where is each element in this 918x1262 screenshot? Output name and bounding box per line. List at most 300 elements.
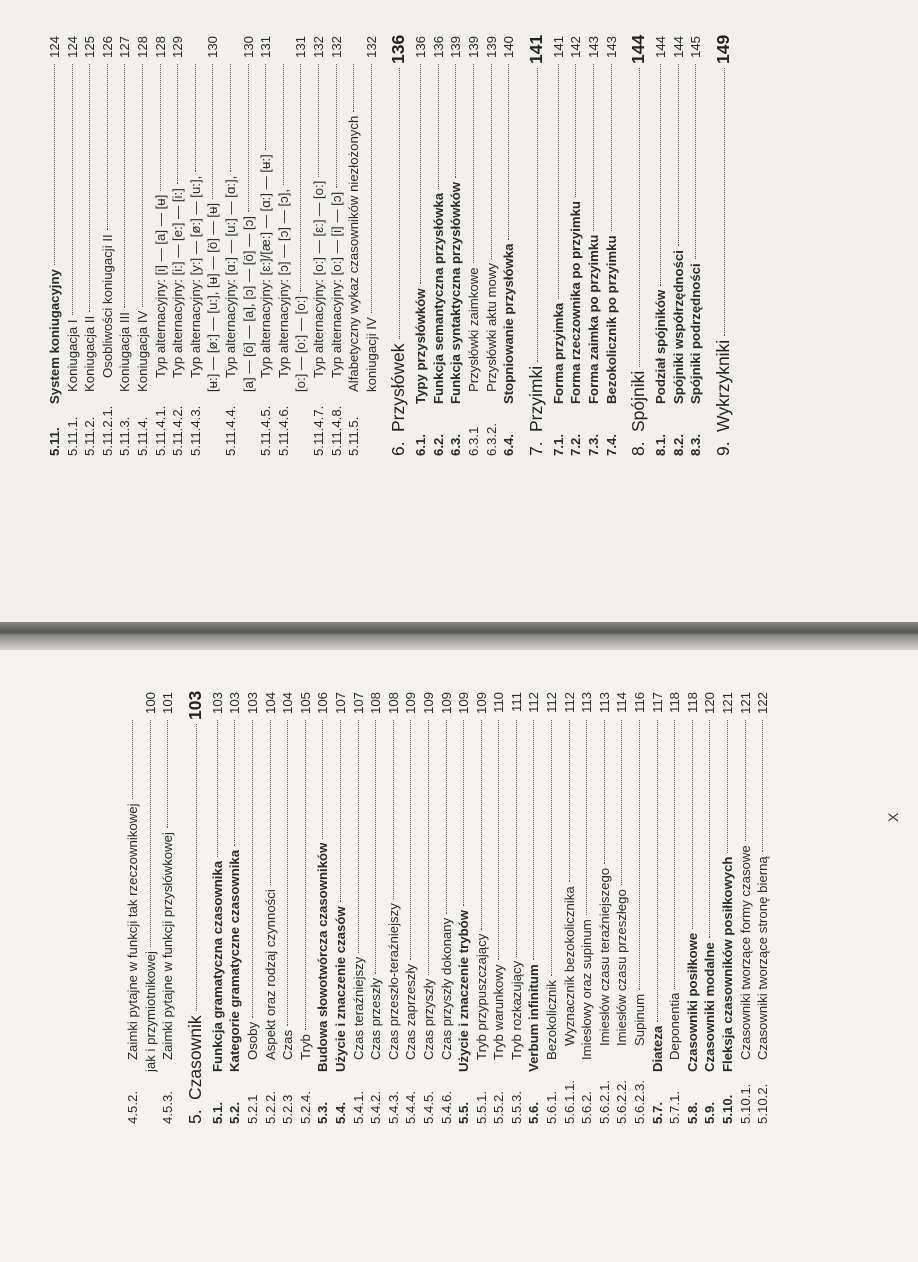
dot-leader	[727, 720, 728, 853]
toc-entry-title: Koniugacja IV	[134, 310, 150, 392]
toc-entry-number: 4.5.3.	[160, 1091, 176, 1124]
toc-entry-page: 121	[720, 692, 735, 715]
toc-entry-title: Forma przyimka	[550, 302, 566, 404]
dot-leader	[660, 64, 661, 286]
dot-leader	[575, 64, 576, 197]
left-page	[0, 647, 918, 1262]
toc-entry	[240, 36, 258, 456]
dot-leader	[657, 720, 658, 1022]
toc-entry-number: 5.2.4.	[297, 1091, 313, 1124]
toc-entry	[297, 692, 315, 1124]
dot-leader	[305, 720, 306, 1030]
toc-entry-title: Deponentia	[667, 992, 683, 1060]
toc-entry-number: 5.4.5.	[420, 1091, 436, 1124]
toc-entry-number: 5.11.4.6.	[275, 405, 291, 456]
toc-entry-title: Czasowniki tworzące formy czasowe	[737, 845, 753, 1060]
toc-entry	[525, 692, 543, 1124]
toc-entry-page: 132	[328, 36, 344, 59]
dot-leader	[695, 64, 696, 259]
dot-leader	[265, 64, 266, 150]
toc-entry-number: 5.11.4.	[134, 416, 150, 456]
toc-entry-page: 122	[755, 692, 771, 715]
book-gutter	[0, 618, 918, 650]
toc-entry-page: 132	[363, 36, 379, 59]
toc-entry	[709, 36, 737, 456]
toc-entry-title: Czas przyszły	[420, 978, 436, 1060]
toc-entry-title: Imiesłowy oraz supinum	[579, 919, 595, 1060]
page-number-left: X	[885, 812, 901, 822]
dot-leader	[196, 724, 197, 1011]
dot-leader	[639, 720, 640, 990]
dot-leader	[340, 720, 341, 902]
toc-entry-number: 5.11.4.4.	[222, 405, 238, 456]
toc-entry-number: 5.11.4.8.	[328, 405, 344, 456]
toc-entry	[46, 36, 64, 456]
toc-entry-page: 144	[628, 34, 649, 64]
toc-entry-number: 5.4.3.	[385, 1091, 401, 1124]
toc-entry-page: 103	[209, 692, 225, 715]
toc-entry	[385, 692, 403, 1124]
toc-entry-page: 139	[466, 36, 482, 59]
toc-entry-title: Imiesłów czasu teraźniejszego	[596, 867, 612, 1046]
dot-leader	[322, 720, 323, 839]
dot-leader	[593, 64, 594, 231]
toc-entry-title: Przysłówki zaimkowe	[466, 267, 482, 392]
dot-leader	[586, 720, 587, 915]
toc-entry-title: Zaimki pytajne w funkcji tak rzeczownikowej	[125, 803, 140, 1060]
toc-entry	[578, 692, 596, 1124]
toc-entry-page: 124	[47, 36, 62, 59]
dot-leader	[393, 720, 394, 899]
dot-leader	[399, 68, 400, 340]
toc-entry	[754, 692, 772, 1124]
toc-entry-number: 5.6.2.2.	[614, 1080, 630, 1124]
toc-entry	[666, 692, 684, 1124]
toc-entry-title: Typ alternacyjny: [ɛ:]/[æ:] — [ɑ:] — [ʉ:]	[258, 154, 274, 378]
toc-entry-page: 111	[508, 692, 524, 713]
toc-entry	[652, 36, 670, 456]
toc-entry-number: 5.4.1.	[350, 1091, 366, 1124]
toc-entry-title: [ʉ:] — [ø:] — [u:], [ʉ] — [ö] — [ʉ]	[205, 202, 221, 392]
toc-entry	[649, 692, 667, 1124]
toc-entry-title: Funkcja semantyczna przysłówka	[430, 192, 446, 404]
toc-entry	[624, 36, 652, 456]
dot-leader	[287, 720, 288, 1026]
toc-entry-page: 117	[649, 692, 665, 714]
toc-entry	[124, 692, 142, 1124]
toc-entry-title: Typ alternacyjny: [ɑ:] — [u:] — [ɑ:],	[222, 175, 238, 378]
toc-entry-page: 105	[297, 692, 313, 715]
toc-entry-number: 5.11.1.	[64, 416, 80, 456]
toc-entry-page: 112	[561, 692, 577, 714]
toc-entry	[613, 692, 631, 1124]
dot-leader	[438, 64, 439, 189]
toc-entry-title: Czas zaprzeszły	[403, 963, 419, 1060]
toc-entry-page: 130	[205, 36, 221, 59]
toc-entry-number: 5.4.2.	[368, 1091, 384, 1124]
toc-entry-title: Tryb warunkowy	[491, 964, 507, 1060]
dot-leader	[410, 720, 411, 960]
toc-right	[46, 36, 737, 456]
toc-entry-page: 107	[350, 692, 366, 715]
toc-entry-page: 103	[227, 692, 243, 715]
dot-leader	[498, 720, 499, 960]
toc-entry	[430, 36, 448, 456]
toc-entry	[350, 692, 368, 1124]
toc-entry-page: 141	[550, 36, 566, 59]
toc-entry-title: Czas przyszły dokonany	[438, 917, 454, 1060]
toc-entry-title: Zaimki pytajne w funkcji przysłówkowej	[160, 832, 176, 1060]
toc-entry-number: 6.3.2.	[483, 423, 499, 456]
toc-entry	[292, 36, 310, 456]
dot-leader	[621, 720, 622, 885]
toc-entry-page: 109	[420, 692, 436, 715]
dot-leader	[491, 64, 492, 259]
toc-entry-number: 7.2.	[568, 434, 584, 456]
toc-entry-title: Czasownik	[184, 1015, 205, 1100]
toc-entry-page: 127	[117, 36, 133, 59]
toc-entry-title: Przysłówki aktu mowy	[483, 263, 499, 392]
toc-entry-number: 5.11.5.	[346, 416, 362, 456]
dot-leader	[217, 720, 218, 857]
dot-leader	[160, 64, 161, 191]
toc-entry-page: 113	[596, 692, 612, 714]
dot-leader	[89, 64, 90, 312]
toc-entry	[522, 36, 550, 456]
toc-entry	[447, 36, 465, 456]
toc-entry-title: Typ alternacyjny: [o:] — [i] — [ɔ]	[328, 191, 344, 378]
toc-entry-number: 8.1.	[653, 434, 669, 456]
toc-entry-page: 144	[653, 36, 669, 59]
toc-entry	[187, 36, 205, 456]
toc-entry-title: Funkcja gramatyczna czasownika	[209, 860, 225, 1072]
toc-entry-page: 131	[258, 36, 274, 59]
toc-entry-page: 116	[632, 692, 648, 714]
toc-entry-title: Podział spójników	[653, 289, 669, 404]
dot-leader	[508, 64, 509, 240]
dot-leader	[551, 720, 552, 976]
toc-entry	[332, 692, 350, 1124]
toc-entry-page: 114	[614, 692, 630, 714]
toc-entry-number: 5.7.	[649, 1102, 665, 1124]
toc-entry-page: 118	[667, 692, 683, 714]
toc-entry-number: 5.4.6.	[438, 1091, 454, 1124]
toc-entry-title: Czas przeszły	[368, 977, 384, 1060]
toc-entry	[603, 36, 621, 456]
toc-entry	[81, 36, 99, 456]
toc-entry	[222, 36, 240, 456]
toc-entry-number: 5.10.1.	[737, 1083, 753, 1124]
toc-entry-page: 140	[501, 36, 517, 59]
dot-leader	[745, 720, 746, 841]
toc-entry	[500, 36, 518, 456]
toc-entry-number: 9.	[713, 441, 733, 456]
dot-leader	[353, 64, 354, 112]
toc-entry-title: Tryb przypuszczający	[473, 933, 489, 1060]
dot-leader	[177, 64, 178, 184]
toc-entry	[159, 692, 177, 1124]
toc-entry-title: Forma rzeczownika po przyimku	[568, 201, 584, 404]
toc-entry-page: 129	[170, 36, 186, 59]
toc-entry-page: 142	[568, 36, 584, 59]
toc-entry-number: 5.11.4.3.	[187, 405, 203, 456]
toc-entry-title: Koniugacja III	[117, 312, 133, 392]
toc-entry	[310, 36, 328, 456]
toc-entry	[473, 692, 491, 1124]
toc-entry	[687, 36, 705, 456]
dot-leader	[709, 720, 710, 938]
toc-entry	[345, 36, 363, 456]
toc-entry-title: Bezokolicznik po przyimku	[603, 235, 619, 404]
toc-entry	[99, 36, 117, 456]
toc-entry-page: 139	[448, 36, 464, 59]
toc-entry-number: 8.2.	[670, 434, 686, 456]
toc-entry-title: Bezokolicznik	[544, 980, 560, 1060]
toc-entry	[585, 36, 603, 456]
toc-entry-page: 136	[413, 36, 429, 59]
toc-entry-title: Typ alternacyjny: [ɔ] — [ɔ] — [ɔ],	[275, 188, 291, 378]
toc-entry-page: 139	[483, 36, 499, 59]
toc-entry-number: 5.11.4.2.	[170, 405, 186, 456]
toc-entry-title: jak i przymiotnikowej	[142, 951, 158, 1072]
toc-entry-page: 141	[525, 34, 546, 64]
dot-leader	[252, 720, 253, 1018]
toc-entry-number: 5.3.	[315, 1102, 331, 1124]
toc-entry-number: 8.	[628, 441, 649, 456]
toc-entry	[438, 692, 456, 1124]
toc-entry-number: 6.2.	[430, 434, 446, 456]
toc-entry-title: Koniugacja I	[64, 319, 80, 392]
toc-entry	[204, 36, 222, 456]
toc-entry-number: 5.4.4.	[403, 1091, 419, 1124]
toc-entry	[402, 692, 420, 1124]
toc-entry-number: 7.1.	[550, 434, 566, 456]
toc-entry-title: Kategorie gramatyczne czasownika	[227, 849, 243, 1072]
toc-entry-number: 5.2.	[227, 1102, 243, 1124]
toc-entry-title: Forma zaimka po przyimku	[586, 234, 602, 404]
toc-entry	[631, 692, 649, 1124]
toc-entry-title: Wyznacznik bezokolicznika	[561, 886, 577, 1046]
dot-leader	[678, 64, 679, 246]
toc-entry-page: 121	[737, 692, 753, 715]
toc-entry	[142, 692, 160, 1124]
toc-entry-number: 5.2.1	[244, 1094, 260, 1124]
toc-entry-page: 131	[293, 36, 309, 59]
toc-entry-title: [a] — [ö] — [a], [ɔ] — [ö] — [ɔ]	[240, 216, 256, 392]
dot-leader	[195, 64, 196, 172]
toc-entry-page: 100	[142, 692, 158, 715]
toc-entry-number: 5.4.	[332, 1102, 348, 1124]
toc-entry-number: 5.7.1.	[667, 1091, 683, 1124]
toc-entry	[328, 36, 346, 456]
toc-entry-number: 5.11.	[47, 427, 62, 456]
toc-entry-title: Typy przysłówków	[413, 288, 429, 404]
toc-entry-page: 136	[388, 34, 409, 64]
toc-entry-number: 5.6.1.1.	[561, 1080, 577, 1124]
toc-entry-title: Spójniki współrzędności	[670, 250, 686, 404]
dot-leader	[533, 720, 534, 960]
toc-entry	[508, 692, 526, 1124]
dot-leader	[604, 720, 605, 864]
toc-entry-title: Diateza	[649, 1025, 665, 1072]
toc-entry-number: 5.11.2.1.	[99, 405, 115, 456]
toc-entry	[209, 692, 227, 1124]
toc-entry-number: 5.1.	[209, 1102, 225, 1124]
toc-entry	[490, 692, 508, 1124]
toc-entry	[550, 36, 568, 456]
toc-entry-title: Osobliwości koniugacji II	[99, 234, 115, 378]
dot-leader	[639, 68, 640, 367]
dot-leader	[248, 64, 249, 212]
toc-entry-page: 118	[684, 692, 700, 714]
dot-leader	[674, 720, 675, 989]
dot-leader	[558, 64, 559, 299]
toc-entry	[279, 692, 297, 1124]
toc-entry	[670, 36, 688, 456]
toc-entry-page: 104	[262, 692, 278, 715]
toc-entry	[684, 692, 702, 1124]
toc-entry-title: Imiesłów czasu przeszłego	[614, 889, 630, 1046]
dot-leader	[336, 64, 337, 188]
toc-entry-number: 5.6.	[526, 1102, 542, 1124]
toc-entry-number: 5.8.	[684, 1102, 700, 1124]
toc-entry	[363, 36, 381, 456]
toc-entry-number: 5.5.2.	[491, 1091, 507, 1124]
dot-leader	[428, 720, 429, 975]
toc-entry	[701, 692, 719, 1124]
dot-leader	[283, 64, 284, 185]
toc-entry-page: 143	[586, 36, 602, 59]
toc-entry-page: 120	[702, 692, 718, 715]
dot-leader	[132, 720, 133, 799]
toc-entry	[314, 692, 332, 1124]
toc-entry	[543, 692, 561, 1124]
dot-leader	[54, 64, 55, 265]
toc-entry-number: 5.9.	[702, 1102, 718, 1124]
toc-entry-title: Osoby	[244, 1021, 260, 1060]
toc-entry	[262, 692, 280, 1124]
toc-entry-number: 5.5.1.	[473, 1091, 489, 1124]
dot-leader	[167, 720, 168, 828]
toc-entry-number: 6.4.	[501, 434, 517, 456]
toc-entry-page: 101	[160, 692, 176, 715]
toc-entry-page: 109	[438, 692, 454, 715]
toc-entry-title: Verbum infinitum	[526, 964, 542, 1072]
toc-entry	[596, 692, 614, 1124]
toc-entry-number: 5.6.2.3.	[632, 1080, 648, 1124]
toc-entry-page: 145	[688, 36, 704, 59]
toc-entry-title: Czas przeszło-teraźniejszy	[385, 903, 401, 1060]
dot-leader	[463, 720, 464, 906]
toc-entry-number: 5.5.	[456, 1102, 472, 1124]
toc-entry-number: 7.	[525, 441, 546, 456]
toc-entry-title: Fleksja czasowników posiłkowych	[720, 856, 735, 1072]
toc-entry	[420, 692, 438, 1124]
toc-entry-number: 5.	[184, 1109, 205, 1124]
toc-entry-page: 125	[82, 36, 98, 59]
dot-leader	[212, 64, 213, 199]
toc-entry-page: 143	[603, 36, 619, 59]
toc-entry-page: 107	[332, 692, 348, 715]
toc-entry-page: 109	[456, 692, 472, 715]
dot-leader	[537, 68, 538, 362]
toc-entry	[367, 692, 385, 1124]
dot-leader	[230, 64, 231, 172]
toc-entry-title: Tryb	[297, 1034, 313, 1060]
toc-entry-title: [o:] — [o:] — [o:]	[293, 295, 309, 392]
toc-entry-page: 109	[403, 692, 419, 715]
toc-entry-title: Alfabetyczny wykaz czasowników niezłożonych	[346, 115, 362, 392]
toc-entry-title: koniugacji IV	[363, 317, 379, 392]
dot-leader	[692, 720, 693, 929]
toc-entry	[244, 692, 262, 1124]
toc-entry-title: Czas	[280, 1029, 296, 1060]
toc-entry	[384, 36, 412, 456]
toc-entry	[719, 692, 737, 1124]
dot-leader	[72, 64, 73, 315]
dot-leader	[611, 64, 612, 231]
dot-leader	[318, 64, 319, 177]
dot-leader	[375, 720, 376, 974]
toc-entry-page: 128	[152, 36, 168, 59]
dot-leader	[124, 64, 125, 308]
toc-entry-page: 109	[473, 692, 489, 715]
toc-entry-number: 5.6.2.	[579, 1091, 595, 1124]
toc-entry-page: 112	[526, 692, 542, 714]
toc-entry-number: 5.2.2.	[262, 1091, 278, 1124]
toc-entry-title: Przyimki	[525, 365, 546, 432]
toc-entry-number: 5.10.	[720, 1094, 735, 1124]
toc-entry-title: Typ alternacyjny: [i] — [a] — [ʉ]	[152, 194, 168, 378]
toc-entry-number: 6.	[388, 441, 409, 456]
toc-entry-title: Supinum	[632, 993, 648, 1046]
toc-entry-number: 5.5.3.	[508, 1091, 524, 1124]
toc-entry	[152, 36, 170, 456]
toc-entry-number: 5.2.3	[280, 1094, 296, 1124]
toc-entry-number: 6.1.	[413, 434, 429, 456]
toc-entry-title: Koniugacja II	[82, 315, 98, 392]
toc-entry-title: Spójniki	[628, 370, 649, 432]
toc-entry-page: 126	[99, 36, 115, 59]
toc-entry-title: Użycie i znaczenie czasów	[332, 906, 348, 1072]
toc-entry-number: 7.3.	[586, 434, 602, 456]
toc-entry-title: Stopniowanie przysłówka	[501, 243, 517, 404]
toc-entry-page: 104	[280, 692, 296, 715]
toc-entry-title: Typ alternacyjny: [i:] — [e:] — [i:]	[170, 188, 186, 378]
toc-entry-page: 112	[544, 692, 560, 714]
dot-leader	[107, 64, 108, 230]
toc-entry	[567, 36, 585, 456]
toc-entry-number: 5.11.3.	[117, 416, 133, 456]
toc-entry-page: 124	[64, 36, 80, 59]
toc-entry	[275, 36, 293, 456]
toc-left	[124, 692, 772, 1124]
toc-entry-title: Typ alternacyjny: [o:] — [ɛ:] — [o:]	[310, 180, 326, 378]
toc-entry-title: Przysłówek	[388, 343, 409, 432]
toc-entry	[134, 36, 152, 456]
toc-entry	[737, 692, 755, 1124]
toc-entry-title: Funkcja syntaktyczna przysłówków	[448, 181, 464, 404]
toc-entry-number: 6.3.1	[466, 426, 482, 456]
toc-entry-page: 106	[315, 692, 331, 715]
toc-entry-number: 8.3.	[688, 434, 704, 456]
toc-entry	[64, 36, 82, 456]
toc-entry-number: 7.4.	[603, 434, 619, 456]
toc-entry-title: Wykrzykniki	[713, 339, 733, 432]
toc-entry-page: 128	[134, 36, 150, 59]
toc-entry-number: 5.11.4.1.	[152, 405, 168, 456]
toc-entry-title: Użycie i znaczenie trybów	[456, 910, 472, 1072]
